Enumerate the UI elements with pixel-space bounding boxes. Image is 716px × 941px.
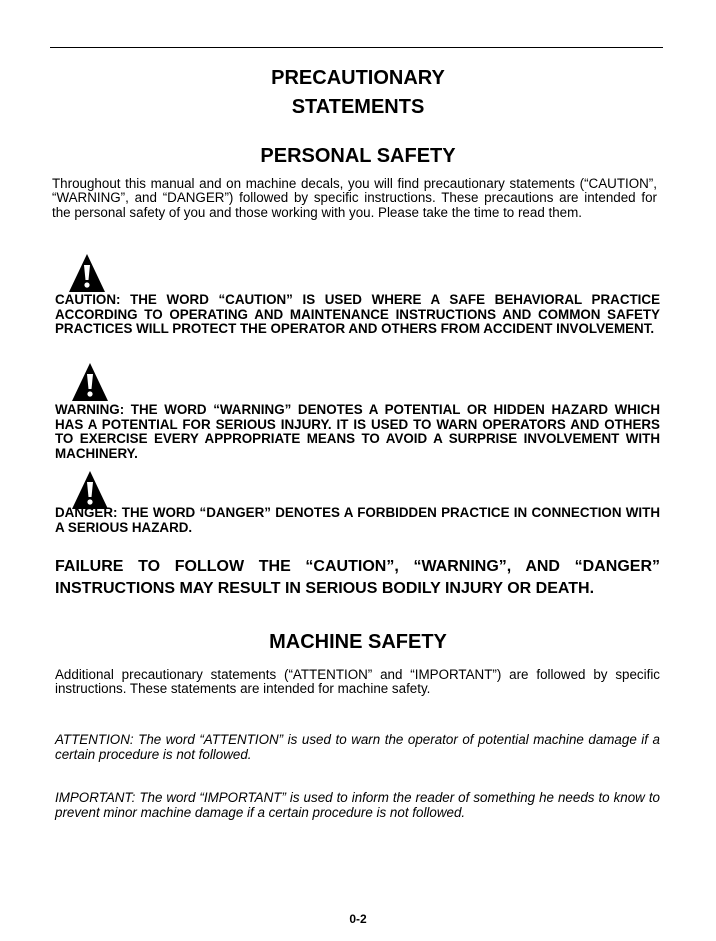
important-statement: IMPORTANT: The word “IMPORTANT” is used to inform the reader of something he needs to know to prevent minor machine damage if a certain procedure is not followed. xyxy=(55,790,660,820)
failure-warning: FAILURE TO FOLLOW THE “CAUTION”, “WARNING”, AND “DANGER” INSTRUCTIONS MAY RESULT IN SERIOUS BODILY INJURY OR DEATH. xyxy=(55,558,660,597)
personal-safety-heading: PERSONAL SAFETY xyxy=(260,145,456,167)
warning-triangle-icon xyxy=(71,470,109,510)
personal-safety-intro: Throughout this manual and on machine decals, you will find precautionary statements (“CAUTION”, “WARNING”, and “DANGER”) followed by specific instructions. These precautions are intended for the personal safety of you and those working with you. Please take the time to read them. xyxy=(52,176,657,220)
top-rule xyxy=(50,47,663,48)
warning-triangle-icon xyxy=(68,253,106,293)
machine-safety-heading: MACHINE SAFETY xyxy=(269,631,447,653)
attention-statement: ATTENTION: The word “ATTENTION” is used to warn the operator of potential machine damage if a certain procedure is not followed. xyxy=(55,732,660,762)
danger-statement: DANGER: THE WORD “DANGER” DENOTES A FORBIDDEN PRACTICE IN CONNECTION WITH A SERIOUS HAZARD. xyxy=(55,505,660,535)
page-title-line1: PRECAUTIONARY xyxy=(271,67,445,89)
caution-statement: CAUTION: THE WORD “CAUTION” IS USED WHERE A SAFE BEHAVIORAL PRACTICE ACCORDING TO OPERATING AND MAINTENANCE INSTRUCTIONS AND COMMON SAFETY PRACTICES WILL PROTECT THE OPERATOR AND OTHERS FROM ACCIDENT INVOLVEMENT. xyxy=(55,292,660,337)
warning-statement: WARNING: THE WORD “WARNING” DENOTES A POTENTIAL OR HIDDEN HAZARD WHICH HAS A POTENTIAL FOR SERIOUS INJURY. IT IS USED TO WARN OPERATORS AND OTHERS TO EXERCISE EVERY APPROPRIATE MEANS TO AVOID A SURPRISE INVOLVEMENT WITH MACHINERY. xyxy=(55,402,660,461)
machine-safety-intro: Additional precautionary statements (“ATTENTION” and “IMPORTANT”) are followed by specific instructions. These statements are intended for machine safety. xyxy=(55,667,660,697)
warning-triangle-icon xyxy=(71,362,109,402)
page-title-line2: STATEMENTS xyxy=(291,96,425,118)
page-number: 0-2 xyxy=(349,912,367,926)
